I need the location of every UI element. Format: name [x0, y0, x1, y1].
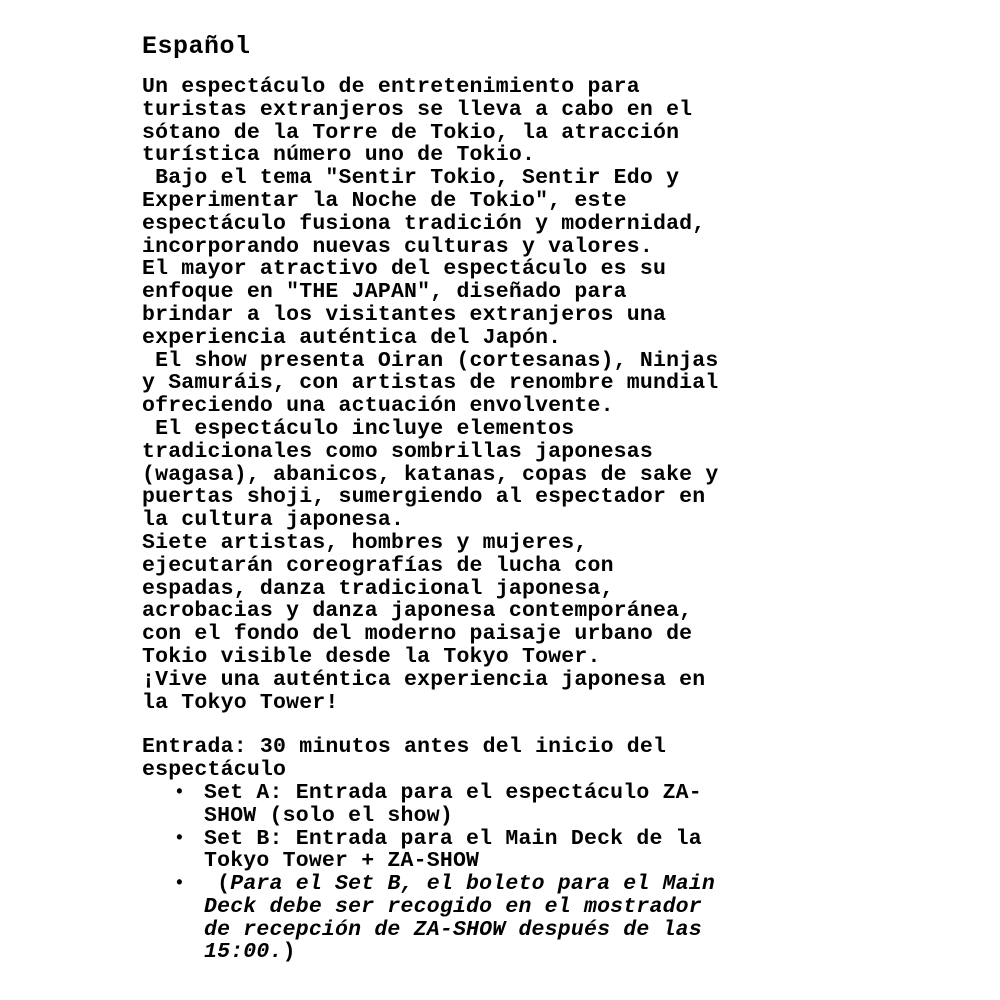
- language-heading: Español: [142, 32, 251, 61]
- note-close-paren: ): [282, 940, 296, 965]
- paragraph-performers: El show presenta Oiran (cortesanas), Ninjas y Samuráis, con artistas de renombre mundial ofreciendo una actuación envolvente.: [142, 348, 719, 419]
- bullet-icon: •: [174, 828, 186, 849]
- list-item-set-a: [174, 780, 862, 828]
- paragraph-artists: Siete artistas, hombres y mujeres, ejecutarán coreografías de lucha con espadas, danza tradicional japonesa, acrobacias y danza japonesa contemporánea, con el fondo del moderno paisaje urbano de Tokio visible desde la Tokyo Tower.: [142, 530, 693, 669]
- set-b-note: Para el Set B, el boleto para el Main Deck debe ser recogido en el mostrador de recepción de ZA-SHOW después de las 15:00.: [204, 872, 715, 965]
- description-body: [142, 76, 862, 714]
- paragraph-intro: Un espectáculo de entretenimiento para turistas extranjeros se lleva a cabo en el sótano de la Torre de Tokio, la atracción turística número uno de Tokio.: [142, 75, 693, 168]
- set-a-text: Set A: Entrada para el espectáculo ZA- SHOW (solo el show): [204, 780, 702, 828]
- list-item-set-b: [174, 826, 862, 874]
- paragraph-elements: El espectáculo incluye elementos tradicionales como sombrillas japonesas (wagasa), abanicos, katanas, copas de sake y puertas shoji, sumergiendo al espectador en la cultura japonesa.: [142, 416, 719, 533]
- document-page: [142, 30, 862, 964]
- bullet-icon: •: [174, 782, 186, 803]
- list-item-note: [174, 872, 862, 965]
- entry-time-info: Entrada: 30 minutos antes del inicio del espectáculo: [142, 735, 667, 783]
- bullet-icon: •: [174, 874, 186, 895]
- note-open-paren: (: [204, 872, 231, 897]
- paragraph-highlight: El mayor atractivo del espectáculo es su enfoque en "THE JAPAN", diseñado para brindar a los visitantes extranjeros una experiencia auténtica del Japón.: [142, 257, 667, 350]
- ticket-sets-list: [142, 782, 862, 964]
- paragraph-call-to-action: ¡Vive una auténtica experiencia japonesa en la Tokyo Tower!: [142, 667, 706, 715]
- paragraph-theme: Bajo el tema "Sentir Tokio, Sentir Edo y Experimentar la Noche de Tokio", este espectáculo fusiona tradición y modernidad, incorporando nuevas culturas y valores.: [142, 166, 706, 259]
- set-b-text: Set B: Entrada para el Main Deck de la Tokyo Tower + ZA-SHOW: [204, 826, 702, 874]
